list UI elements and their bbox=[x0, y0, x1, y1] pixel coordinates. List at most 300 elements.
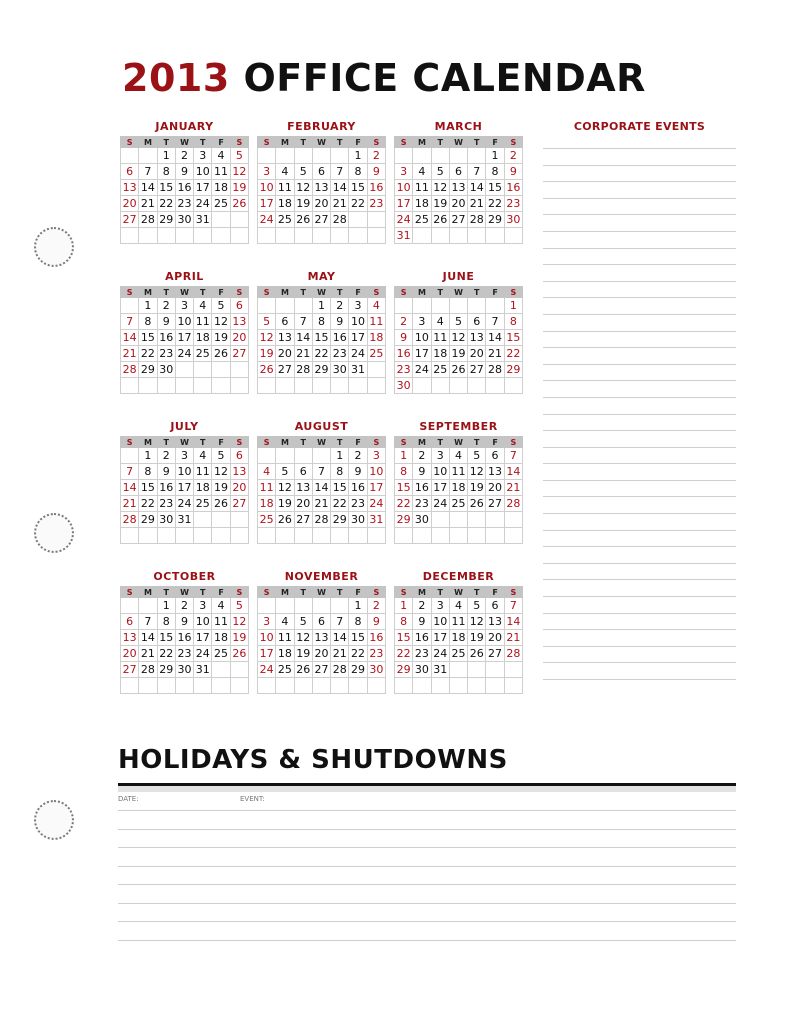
weekday-header: S bbox=[504, 287, 522, 298]
day-cell: 2 bbox=[349, 448, 367, 464]
day-cell: 4 bbox=[276, 164, 294, 180]
day-cell: 1 bbox=[504, 298, 522, 314]
day-cell: 3 bbox=[194, 598, 212, 614]
day-cell: 9 bbox=[413, 464, 431, 480]
weekday-header: S bbox=[395, 587, 413, 598]
day-cell: 29 bbox=[395, 662, 413, 678]
day-cell: 23 bbox=[504, 196, 522, 212]
event-line bbox=[543, 563, 736, 564]
day-cell: 24 bbox=[175, 346, 193, 362]
day-cell bbox=[294, 298, 312, 314]
day-cell: 17 bbox=[194, 630, 212, 646]
day-cell: 8 bbox=[349, 164, 367, 180]
day-cell bbox=[431, 678, 449, 694]
event-line bbox=[543, 546, 736, 547]
event-line bbox=[543, 331, 736, 332]
day-cell bbox=[449, 512, 467, 528]
day-cell bbox=[312, 228, 330, 244]
weekday-header: S bbox=[395, 437, 413, 448]
day-cell: 21 bbox=[486, 346, 504, 362]
day-cell bbox=[294, 678, 312, 694]
weekday-header: T bbox=[331, 587, 349, 598]
day-cell bbox=[121, 678, 139, 694]
day-cell bbox=[504, 678, 522, 694]
month-december bbox=[394, 570, 523, 694]
day-cell: 26 bbox=[468, 646, 486, 662]
day-cell: 20 bbox=[449, 196, 467, 212]
day-cell: 16 bbox=[413, 480, 431, 496]
month-august bbox=[257, 420, 386, 544]
day-cell bbox=[212, 678, 230, 694]
day-cell bbox=[367, 212, 385, 228]
month-table bbox=[120, 436, 249, 544]
holiday-line bbox=[118, 810, 736, 811]
day-cell: 19 bbox=[468, 480, 486, 496]
day-cell bbox=[395, 298, 413, 314]
day-cell: 17 bbox=[431, 630, 449, 646]
day-cell: 26 bbox=[294, 662, 312, 678]
day-cell: 29 bbox=[139, 362, 157, 378]
day-cell: 9 bbox=[331, 314, 349, 330]
weekday-header: T bbox=[468, 587, 486, 598]
day-cell bbox=[312, 678, 330, 694]
event-line bbox=[543, 613, 736, 614]
day-cell: 13 bbox=[486, 464, 504, 480]
weekday-header: S bbox=[230, 137, 248, 148]
day-cell bbox=[331, 598, 349, 614]
day-cell: 12 bbox=[431, 180, 449, 196]
holiday-line bbox=[118, 847, 736, 848]
day-cell bbox=[312, 148, 330, 164]
day-cell bbox=[230, 512, 248, 528]
day-cell: 28 bbox=[504, 496, 522, 512]
day-cell: 6 bbox=[486, 448, 504, 464]
holiday-line bbox=[118, 884, 736, 885]
day-cell: 25 bbox=[276, 212, 294, 228]
day-cell: 5 bbox=[468, 598, 486, 614]
day-cell: 13 bbox=[486, 614, 504, 630]
day-cell: 5 bbox=[431, 164, 449, 180]
day-cell: 19 bbox=[276, 496, 294, 512]
day-cell: 19 bbox=[212, 330, 230, 346]
weekday-header: S bbox=[258, 587, 276, 598]
day-cell bbox=[395, 678, 413, 694]
event-line bbox=[543, 314, 736, 315]
day-cell bbox=[276, 298, 294, 314]
day-cell bbox=[449, 678, 467, 694]
weekday-header: F bbox=[486, 137, 504, 148]
day-cell bbox=[121, 298, 139, 314]
day-cell: 10 bbox=[258, 630, 276, 646]
day-cell: 30 bbox=[349, 512, 367, 528]
month-name: APRIL bbox=[165, 270, 204, 283]
day-cell: 14 bbox=[121, 480, 139, 496]
month-table bbox=[120, 136, 249, 244]
day-cell: 30 bbox=[367, 662, 385, 678]
day-cell: 17 bbox=[258, 196, 276, 212]
day-cell: 23 bbox=[395, 362, 413, 378]
day-cell: 27 bbox=[312, 212, 330, 228]
day-cell: 18 bbox=[194, 330, 212, 346]
day-cell: 27 bbox=[276, 362, 294, 378]
day-cell bbox=[486, 378, 504, 394]
day-cell bbox=[121, 528, 139, 544]
day-cell: 3 bbox=[367, 448, 385, 464]
holidays-lines bbox=[118, 810, 736, 958]
day-cell: 9 bbox=[175, 164, 193, 180]
day-cell bbox=[230, 228, 248, 244]
weekday-header: S bbox=[258, 437, 276, 448]
month-table bbox=[394, 586, 523, 694]
day-cell: 20 bbox=[294, 496, 312, 512]
day-cell bbox=[258, 298, 276, 314]
event-line bbox=[543, 496, 736, 497]
day-cell: 10 bbox=[194, 614, 212, 630]
day-cell: 30 bbox=[175, 212, 193, 228]
day-cell: 7 bbox=[312, 464, 330, 480]
holiday-line bbox=[118, 903, 736, 904]
day-cell: 16 bbox=[367, 630, 385, 646]
day-cell: 16 bbox=[367, 180, 385, 196]
holiday-line bbox=[118, 829, 736, 830]
day-cell: 13 bbox=[121, 630, 139, 646]
day-cell bbox=[431, 228, 449, 244]
day-cell: 1 bbox=[395, 448, 413, 464]
day-cell bbox=[504, 228, 522, 244]
day-cell bbox=[468, 298, 486, 314]
day-cell: 24 bbox=[431, 646, 449, 662]
binder-hole-middle bbox=[34, 513, 74, 553]
weekday-header: M bbox=[276, 437, 294, 448]
day-cell bbox=[486, 528, 504, 544]
month-table bbox=[120, 586, 249, 694]
weekday-header: T bbox=[431, 287, 449, 298]
day-cell: 16 bbox=[157, 330, 175, 346]
holiday-line bbox=[118, 921, 736, 922]
day-cell: 28 bbox=[139, 662, 157, 678]
day-cell bbox=[486, 298, 504, 314]
day-cell: 18 bbox=[413, 196, 431, 212]
day-cell: 20 bbox=[468, 346, 486, 362]
weekday-header: M bbox=[413, 437, 431, 448]
day-cell: 1 bbox=[486, 148, 504, 164]
weekday-header: M bbox=[413, 287, 431, 298]
day-cell: 1 bbox=[331, 448, 349, 464]
day-cell: 31 bbox=[349, 362, 367, 378]
day-cell: 11 bbox=[194, 464, 212, 480]
weekday-header: M bbox=[413, 137, 431, 148]
event-line bbox=[543, 165, 736, 166]
day-cell bbox=[175, 678, 193, 694]
weekday-header: F bbox=[349, 587, 367, 598]
day-cell: 10 bbox=[175, 464, 193, 480]
day-cell: 17 bbox=[431, 480, 449, 496]
day-cell: 17 bbox=[175, 330, 193, 346]
day-cell bbox=[449, 148, 467, 164]
day-cell bbox=[431, 148, 449, 164]
day-cell: 18 bbox=[449, 630, 467, 646]
day-cell bbox=[413, 228, 431, 244]
day-cell bbox=[157, 228, 175, 244]
day-cell bbox=[413, 148, 431, 164]
day-cell: 27 bbox=[449, 212, 467, 228]
day-cell: 25 bbox=[413, 212, 431, 228]
day-cell: 8 bbox=[486, 164, 504, 180]
month-january bbox=[120, 120, 249, 244]
day-cell: 23 bbox=[413, 646, 431, 662]
day-cell: 10 bbox=[395, 180, 413, 196]
day-cell: 10 bbox=[413, 330, 431, 346]
binder-hole-top bbox=[34, 227, 74, 267]
day-cell bbox=[258, 448, 276, 464]
day-cell: 10 bbox=[194, 164, 212, 180]
day-cell: 25 bbox=[194, 346, 212, 362]
day-cell: 9 bbox=[395, 330, 413, 346]
day-cell: 17 bbox=[413, 346, 431, 362]
weekday-header: S bbox=[367, 587, 385, 598]
day-cell bbox=[413, 298, 431, 314]
day-cell: 5 bbox=[449, 314, 467, 330]
day-cell bbox=[212, 212, 230, 228]
day-cell: 26 bbox=[468, 496, 486, 512]
day-cell: 11 bbox=[276, 180, 294, 196]
day-cell: 19 bbox=[449, 346, 467, 362]
day-cell bbox=[175, 228, 193, 244]
day-cell bbox=[157, 528, 175, 544]
corporate-events-lines bbox=[543, 148, 736, 696]
day-cell: 15 bbox=[312, 330, 330, 346]
day-cell: 13 bbox=[468, 330, 486, 346]
day-cell bbox=[349, 378, 367, 394]
day-cell: 15 bbox=[331, 480, 349, 496]
day-cell: 6 bbox=[312, 164, 330, 180]
day-cell: 18 bbox=[276, 646, 294, 662]
day-cell: 12 bbox=[468, 464, 486, 480]
day-cell bbox=[431, 528, 449, 544]
month-july bbox=[120, 420, 249, 544]
day-cell: 29 bbox=[504, 362, 522, 378]
day-cell: 5 bbox=[294, 614, 312, 630]
day-cell: 7 bbox=[486, 314, 504, 330]
day-cell: 27 bbox=[230, 496, 248, 512]
event-line bbox=[543, 662, 736, 663]
day-cell: 25 bbox=[212, 196, 230, 212]
day-cell: 24 bbox=[175, 496, 193, 512]
day-cell: 23 bbox=[175, 196, 193, 212]
day-cell: 26 bbox=[258, 362, 276, 378]
weekday-header: T bbox=[331, 137, 349, 148]
event-line bbox=[543, 248, 736, 249]
day-cell bbox=[449, 662, 467, 678]
day-cell: 4 bbox=[194, 298, 212, 314]
day-cell: 5 bbox=[258, 314, 276, 330]
weekday-header: T bbox=[157, 137, 175, 148]
day-cell: 11 bbox=[276, 630, 294, 646]
event-line bbox=[543, 347, 736, 348]
day-cell: 24 bbox=[367, 496, 385, 512]
weekday-header: T bbox=[468, 437, 486, 448]
weekday-header: W bbox=[312, 287, 330, 298]
day-cell: 1 bbox=[139, 298, 157, 314]
day-cell: 26 bbox=[276, 512, 294, 528]
day-cell: 13 bbox=[276, 330, 294, 346]
day-cell: 19 bbox=[258, 346, 276, 362]
day-cell: 22 bbox=[139, 346, 157, 362]
weekday-header: F bbox=[212, 137, 230, 148]
day-cell: 25 bbox=[258, 512, 276, 528]
day-cell bbox=[258, 378, 276, 394]
event-line bbox=[543, 579, 736, 580]
day-cell: 30 bbox=[157, 362, 175, 378]
day-cell: 2 bbox=[367, 598, 385, 614]
day-cell: 15 bbox=[157, 630, 175, 646]
day-cell bbox=[349, 678, 367, 694]
day-cell bbox=[367, 678, 385, 694]
day-cell bbox=[486, 228, 504, 244]
day-cell: 26 bbox=[230, 646, 248, 662]
day-cell bbox=[194, 512, 212, 528]
weekday-header: T bbox=[431, 437, 449, 448]
month-october bbox=[120, 570, 249, 694]
holiday-line bbox=[118, 866, 736, 867]
day-cell: 11 bbox=[367, 314, 385, 330]
day-cell: 21 bbox=[294, 346, 312, 362]
event-line bbox=[543, 397, 736, 398]
day-cell: 2 bbox=[413, 598, 431, 614]
month-name: MAY bbox=[307, 270, 336, 283]
weekday-header: W bbox=[449, 587, 467, 598]
day-cell: 7 bbox=[504, 598, 522, 614]
event-line bbox=[543, 148, 736, 149]
day-cell: 16 bbox=[395, 346, 413, 362]
event-line bbox=[543, 281, 736, 282]
day-cell: 17 bbox=[258, 646, 276, 662]
day-cell: 1 bbox=[395, 598, 413, 614]
day-cell: 27 bbox=[121, 212, 139, 228]
holiday-line bbox=[118, 940, 736, 941]
day-cell: 14 bbox=[139, 180, 157, 196]
month-table bbox=[394, 436, 523, 544]
event-line bbox=[543, 629, 736, 630]
day-cell: 14 bbox=[294, 330, 312, 346]
month-february bbox=[257, 120, 386, 244]
day-cell: 8 bbox=[139, 314, 157, 330]
day-cell: 2 bbox=[175, 148, 193, 164]
day-cell bbox=[331, 678, 349, 694]
day-cell: 4 bbox=[194, 448, 212, 464]
day-cell: 25 bbox=[449, 646, 467, 662]
day-cell bbox=[312, 448, 330, 464]
day-cell: 21 bbox=[331, 646, 349, 662]
weekday-header: F bbox=[486, 587, 504, 598]
day-cell bbox=[367, 362, 385, 378]
day-cell bbox=[230, 212, 248, 228]
day-cell bbox=[230, 362, 248, 378]
weekday-header: T bbox=[157, 437, 175, 448]
day-cell: 3 bbox=[258, 164, 276, 180]
day-cell: 29 bbox=[312, 362, 330, 378]
day-cell bbox=[468, 678, 486, 694]
day-cell: 12 bbox=[230, 164, 248, 180]
day-cell bbox=[413, 678, 431, 694]
day-cell: 27 bbox=[486, 496, 504, 512]
day-cell bbox=[504, 662, 522, 678]
day-cell: 29 bbox=[395, 512, 413, 528]
month-name: FEBRUARY bbox=[287, 120, 356, 133]
day-cell: 12 bbox=[468, 614, 486, 630]
day-cell: 15 bbox=[504, 330, 522, 346]
weekday-header: T bbox=[468, 137, 486, 148]
day-cell: 7 bbox=[121, 464, 139, 480]
weekday-header: F bbox=[486, 287, 504, 298]
event-line bbox=[543, 430, 736, 431]
day-cell: 14 bbox=[312, 480, 330, 496]
day-cell: 7 bbox=[331, 614, 349, 630]
day-cell: 12 bbox=[276, 480, 294, 496]
day-cell: 16 bbox=[331, 330, 349, 346]
day-cell: 28 bbox=[121, 512, 139, 528]
day-cell: 1 bbox=[157, 598, 175, 614]
day-cell: 31 bbox=[367, 512, 385, 528]
day-cell: 7 bbox=[504, 448, 522, 464]
day-cell: 18 bbox=[258, 496, 276, 512]
day-cell: 8 bbox=[331, 464, 349, 480]
day-cell: 11 bbox=[449, 464, 467, 480]
day-cell: 22 bbox=[349, 646, 367, 662]
day-cell bbox=[276, 598, 294, 614]
day-cell bbox=[139, 228, 157, 244]
month-name: JULY bbox=[170, 420, 199, 433]
day-cell: 1 bbox=[139, 448, 157, 464]
day-cell: 22 bbox=[504, 346, 522, 362]
day-cell: 25 bbox=[276, 662, 294, 678]
event-line bbox=[543, 679, 736, 680]
weekday-header: S bbox=[504, 587, 522, 598]
day-cell bbox=[139, 528, 157, 544]
day-cell bbox=[449, 528, 467, 544]
day-cell bbox=[258, 678, 276, 694]
title-text: OFFICE CALENDAR bbox=[243, 56, 646, 100]
day-cell bbox=[175, 362, 193, 378]
day-cell bbox=[367, 378, 385, 394]
day-cell: 14 bbox=[468, 180, 486, 196]
day-cell bbox=[395, 148, 413, 164]
day-cell: 21 bbox=[312, 496, 330, 512]
day-cell: 6 bbox=[121, 164, 139, 180]
day-cell: 29 bbox=[157, 212, 175, 228]
day-cell: 18 bbox=[212, 180, 230, 196]
day-cell: 10 bbox=[431, 464, 449, 480]
month-name: AUGUST bbox=[294, 420, 349, 433]
day-cell: 8 bbox=[157, 614, 175, 630]
day-cell bbox=[431, 298, 449, 314]
day-cell: 2 bbox=[157, 448, 175, 464]
day-cell: 2 bbox=[413, 448, 431, 464]
day-cell: 17 bbox=[395, 196, 413, 212]
day-cell: 22 bbox=[395, 496, 413, 512]
day-cell: 21 bbox=[121, 496, 139, 512]
day-cell: 5 bbox=[212, 448, 230, 464]
weekday-header: W bbox=[175, 287, 193, 298]
day-cell bbox=[258, 598, 276, 614]
day-cell bbox=[468, 662, 486, 678]
day-cell bbox=[121, 448, 139, 464]
event-line bbox=[543, 646, 736, 647]
day-cell: 27 bbox=[121, 662, 139, 678]
day-cell bbox=[367, 528, 385, 544]
weekday-header: M bbox=[139, 137, 157, 148]
day-cell: 31 bbox=[431, 662, 449, 678]
